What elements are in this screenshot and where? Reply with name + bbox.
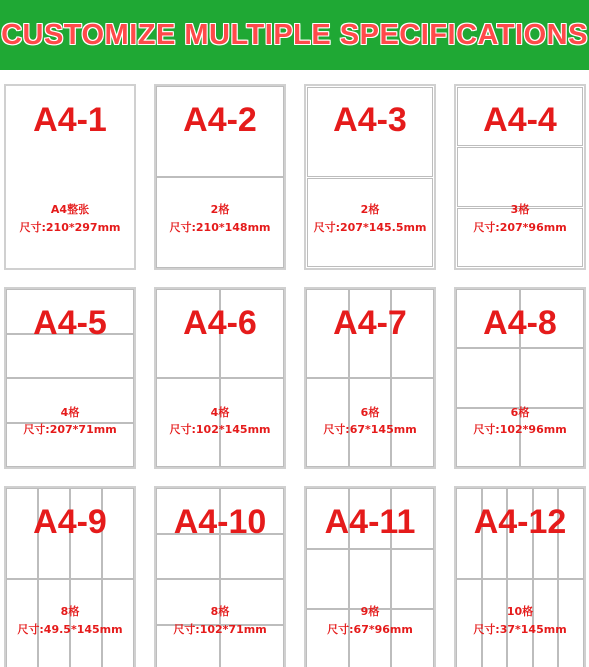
spec-code: A4-5 bbox=[33, 304, 107, 342]
spec-size: 尺寸:37*145mm bbox=[473, 623, 567, 636]
spec-count: 2格 bbox=[210, 203, 230, 216]
spec-count: 6格 bbox=[510, 406, 530, 419]
spec-card-a4-9 bbox=[4, 486, 136, 667]
spec-count: 3格 bbox=[510, 203, 530, 216]
spec-count: 6格 bbox=[360, 406, 380, 419]
spec-card-a4-12 bbox=[454, 486, 586, 667]
label-cell bbox=[391, 549, 434, 610]
spec-size: 尺寸:102*145mm bbox=[169, 423, 271, 436]
spec-count: 10格 bbox=[506, 605, 534, 618]
spec-card-a4-7 bbox=[304, 287, 436, 469]
label-cell bbox=[520, 348, 584, 407]
spec-count: 9格 bbox=[360, 605, 380, 618]
spec-card-a4-4 bbox=[454, 84, 586, 270]
spec-card-a4-11 bbox=[304, 486, 436, 667]
spec-size: 尺寸:207*71mm bbox=[23, 423, 117, 436]
spec-card-a4-6 bbox=[154, 287, 286, 469]
spec-code: A4-7 bbox=[333, 304, 407, 342]
spec-size: 尺寸:207*145.5mm bbox=[313, 221, 427, 234]
spec-size: 尺寸:67*145mm bbox=[323, 423, 417, 436]
spec-size: 尺寸:49.5*145mm bbox=[17, 623, 123, 636]
spec-card-a4-5 bbox=[4, 287, 136, 469]
spec-size: 尺寸:67*96mm bbox=[327, 623, 413, 636]
spec-code: A4-3 bbox=[333, 101, 407, 139]
spec-size: 尺寸:210*148mm bbox=[169, 221, 271, 234]
spec-size: 尺寸:207*96mm bbox=[473, 221, 567, 234]
header-banner bbox=[0, 0, 589, 70]
spec-card-a4-3 bbox=[304, 84, 436, 270]
spec-code: A4-10 bbox=[173, 503, 267, 541]
label-cell bbox=[349, 549, 392, 610]
spec-card-a4-8 bbox=[454, 287, 586, 469]
spec-count: 4格 bbox=[210, 406, 230, 419]
spec-size: 尺寸:102*96mm bbox=[473, 423, 567, 436]
spec-code: A4-12 bbox=[473, 503, 567, 541]
label-cell bbox=[457, 147, 583, 206]
spec-count: A4整张 bbox=[50, 203, 90, 216]
spec-card-a4-10 bbox=[154, 486, 286, 667]
spec-code: A4-1 bbox=[33, 101, 107, 139]
spec-code: A4-4 bbox=[483, 101, 557, 139]
label-cell bbox=[306, 549, 349, 610]
spec-count: 2格 bbox=[360, 203, 380, 216]
spec-count: 8格 bbox=[60, 605, 80, 618]
banner-title: CUSTOMIZE MULTIPLE SPECIFICATIONS bbox=[1, 18, 588, 51]
spec-count: 8格 bbox=[210, 605, 230, 618]
spec-card-a4-2 bbox=[154, 84, 286, 270]
spec-code: A4-6 bbox=[183, 304, 257, 342]
spec-code: A4-2 bbox=[183, 101, 257, 139]
spec-size: 尺寸:210*297mm bbox=[19, 221, 121, 234]
spec-code: A4-11 bbox=[324, 503, 416, 541]
spec-count: 4格 bbox=[60, 406, 80, 419]
spec-code: A4-8 bbox=[483, 304, 557, 342]
spec-code: A4-9 bbox=[33, 503, 107, 541]
spec-size: 尺寸:102*71mm bbox=[173, 623, 267, 636]
spec-grid bbox=[4, 84, 588, 667]
label-cell bbox=[456, 348, 520, 407]
spec-card-a4-1 bbox=[4, 84, 136, 270]
